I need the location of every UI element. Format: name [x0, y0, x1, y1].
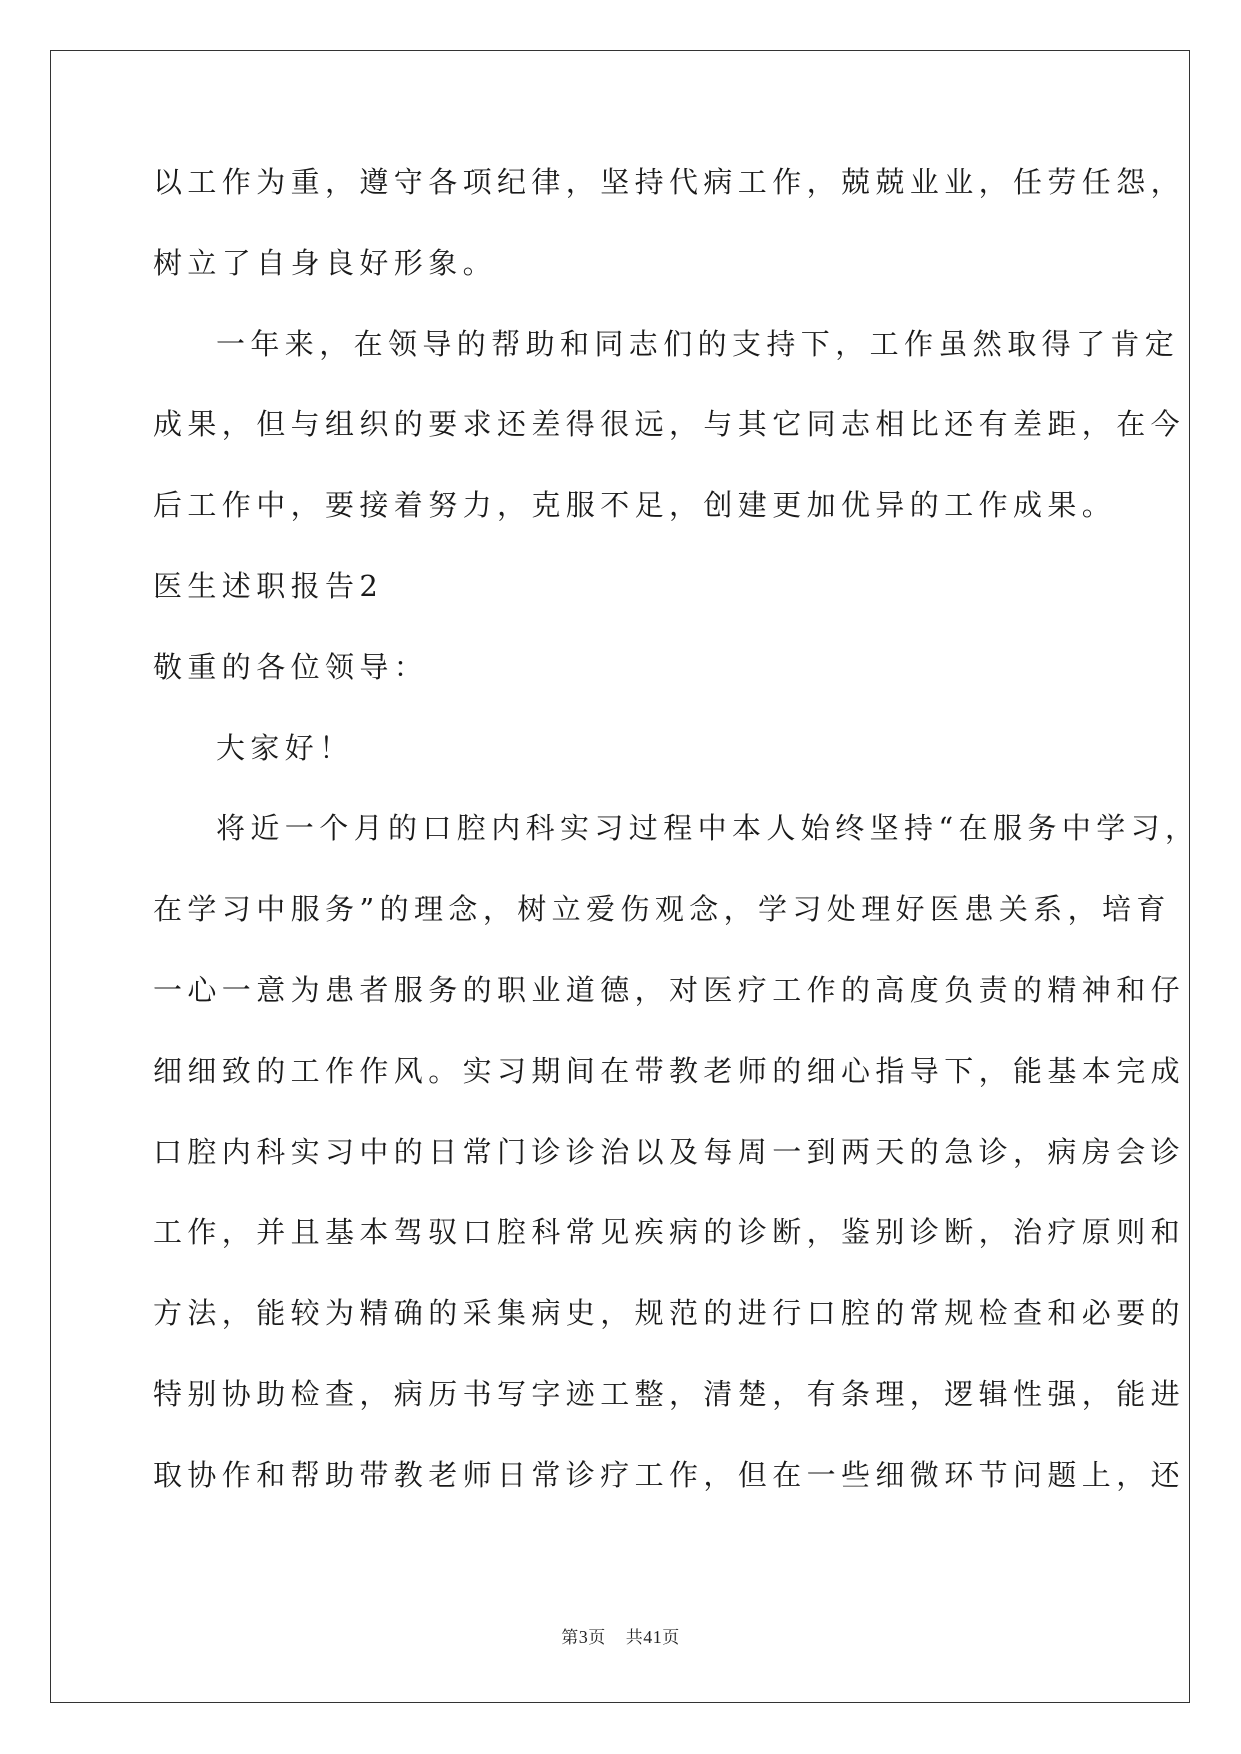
total-suffix: 页 [662, 1628, 680, 1648]
text-line: 一年来，在领导的帮助和同志们的支持下，工作虽然取得了肯定 [216, 326, 1180, 361]
text-line: 树立了自身良好形象。 [153, 245, 498, 280]
text-line: 一心一意为患者服务的职业道德，对医疗工作的高度负责的精神和仔 [153, 972, 1186, 1007]
text-line: 细细致的工作作风。实习期间在带教老师的细心指导下，能基本完成 [153, 1053, 1186, 1088]
total-prefix: 共 [625, 1628, 644, 1648]
text-line: 在学习中服务”的理念，树立爱伤观念，学习处理好医患关系，培育 [153, 892, 1171, 927]
document-body [153, 160, 1200, 1534]
text-line: 医生述职报告2 [153, 568, 384, 603]
text-line: 成果，但与组织的要求还差得很远，与其它同志相比还有差距，在今 [153, 407, 1186, 442]
text-line: 方法，能较为精确的采集病史，规范的进行口腔的常规检查和必要的 [153, 1296, 1186, 1331]
page-footer [0, 1623, 1241, 1648]
text-line: 特别协助检查，病历书写字迹工整，清楚，有条理，逻辑性强，能进 [153, 1376, 1186, 1411]
text-line: 将近一个月的口腔内科实习过程中本人始终坚持“在服务中学习， [216, 811, 1200, 846]
text-line: 敬重的各位领导： [153, 649, 429, 684]
text-line: 工作，并且基本驾驭口腔科常见疾病的诊断，鉴别诊断，治疗原则和 [153, 1215, 1186, 1250]
current-page-number: 3 [578, 1627, 589, 1647]
page-suffix: 页 [588, 1628, 606, 1648]
text-line: 大家好！ [216, 730, 354, 765]
text-line: 后工作中，要接着努力，克服不足，创建更加优异的工作成果。 [153, 488, 1117, 523]
text-line: 取协作和帮助带教老师日常诊疗工作，但在一些细微环节问题上，还 [153, 1457, 1186, 1492]
text-line: 口腔内科实习中的日常门诊诊治以及每周一到两天的急诊，病房会诊 [153, 1134, 1186, 1169]
page-prefix: 第 [561, 1628, 579, 1648]
total-pages-number: 41 [643, 1627, 663, 1647]
text-line: 以工作为重，遵守各项纪律，坚持代病工作，兢兢业业，任劳任怨， [153, 165, 1186, 199]
